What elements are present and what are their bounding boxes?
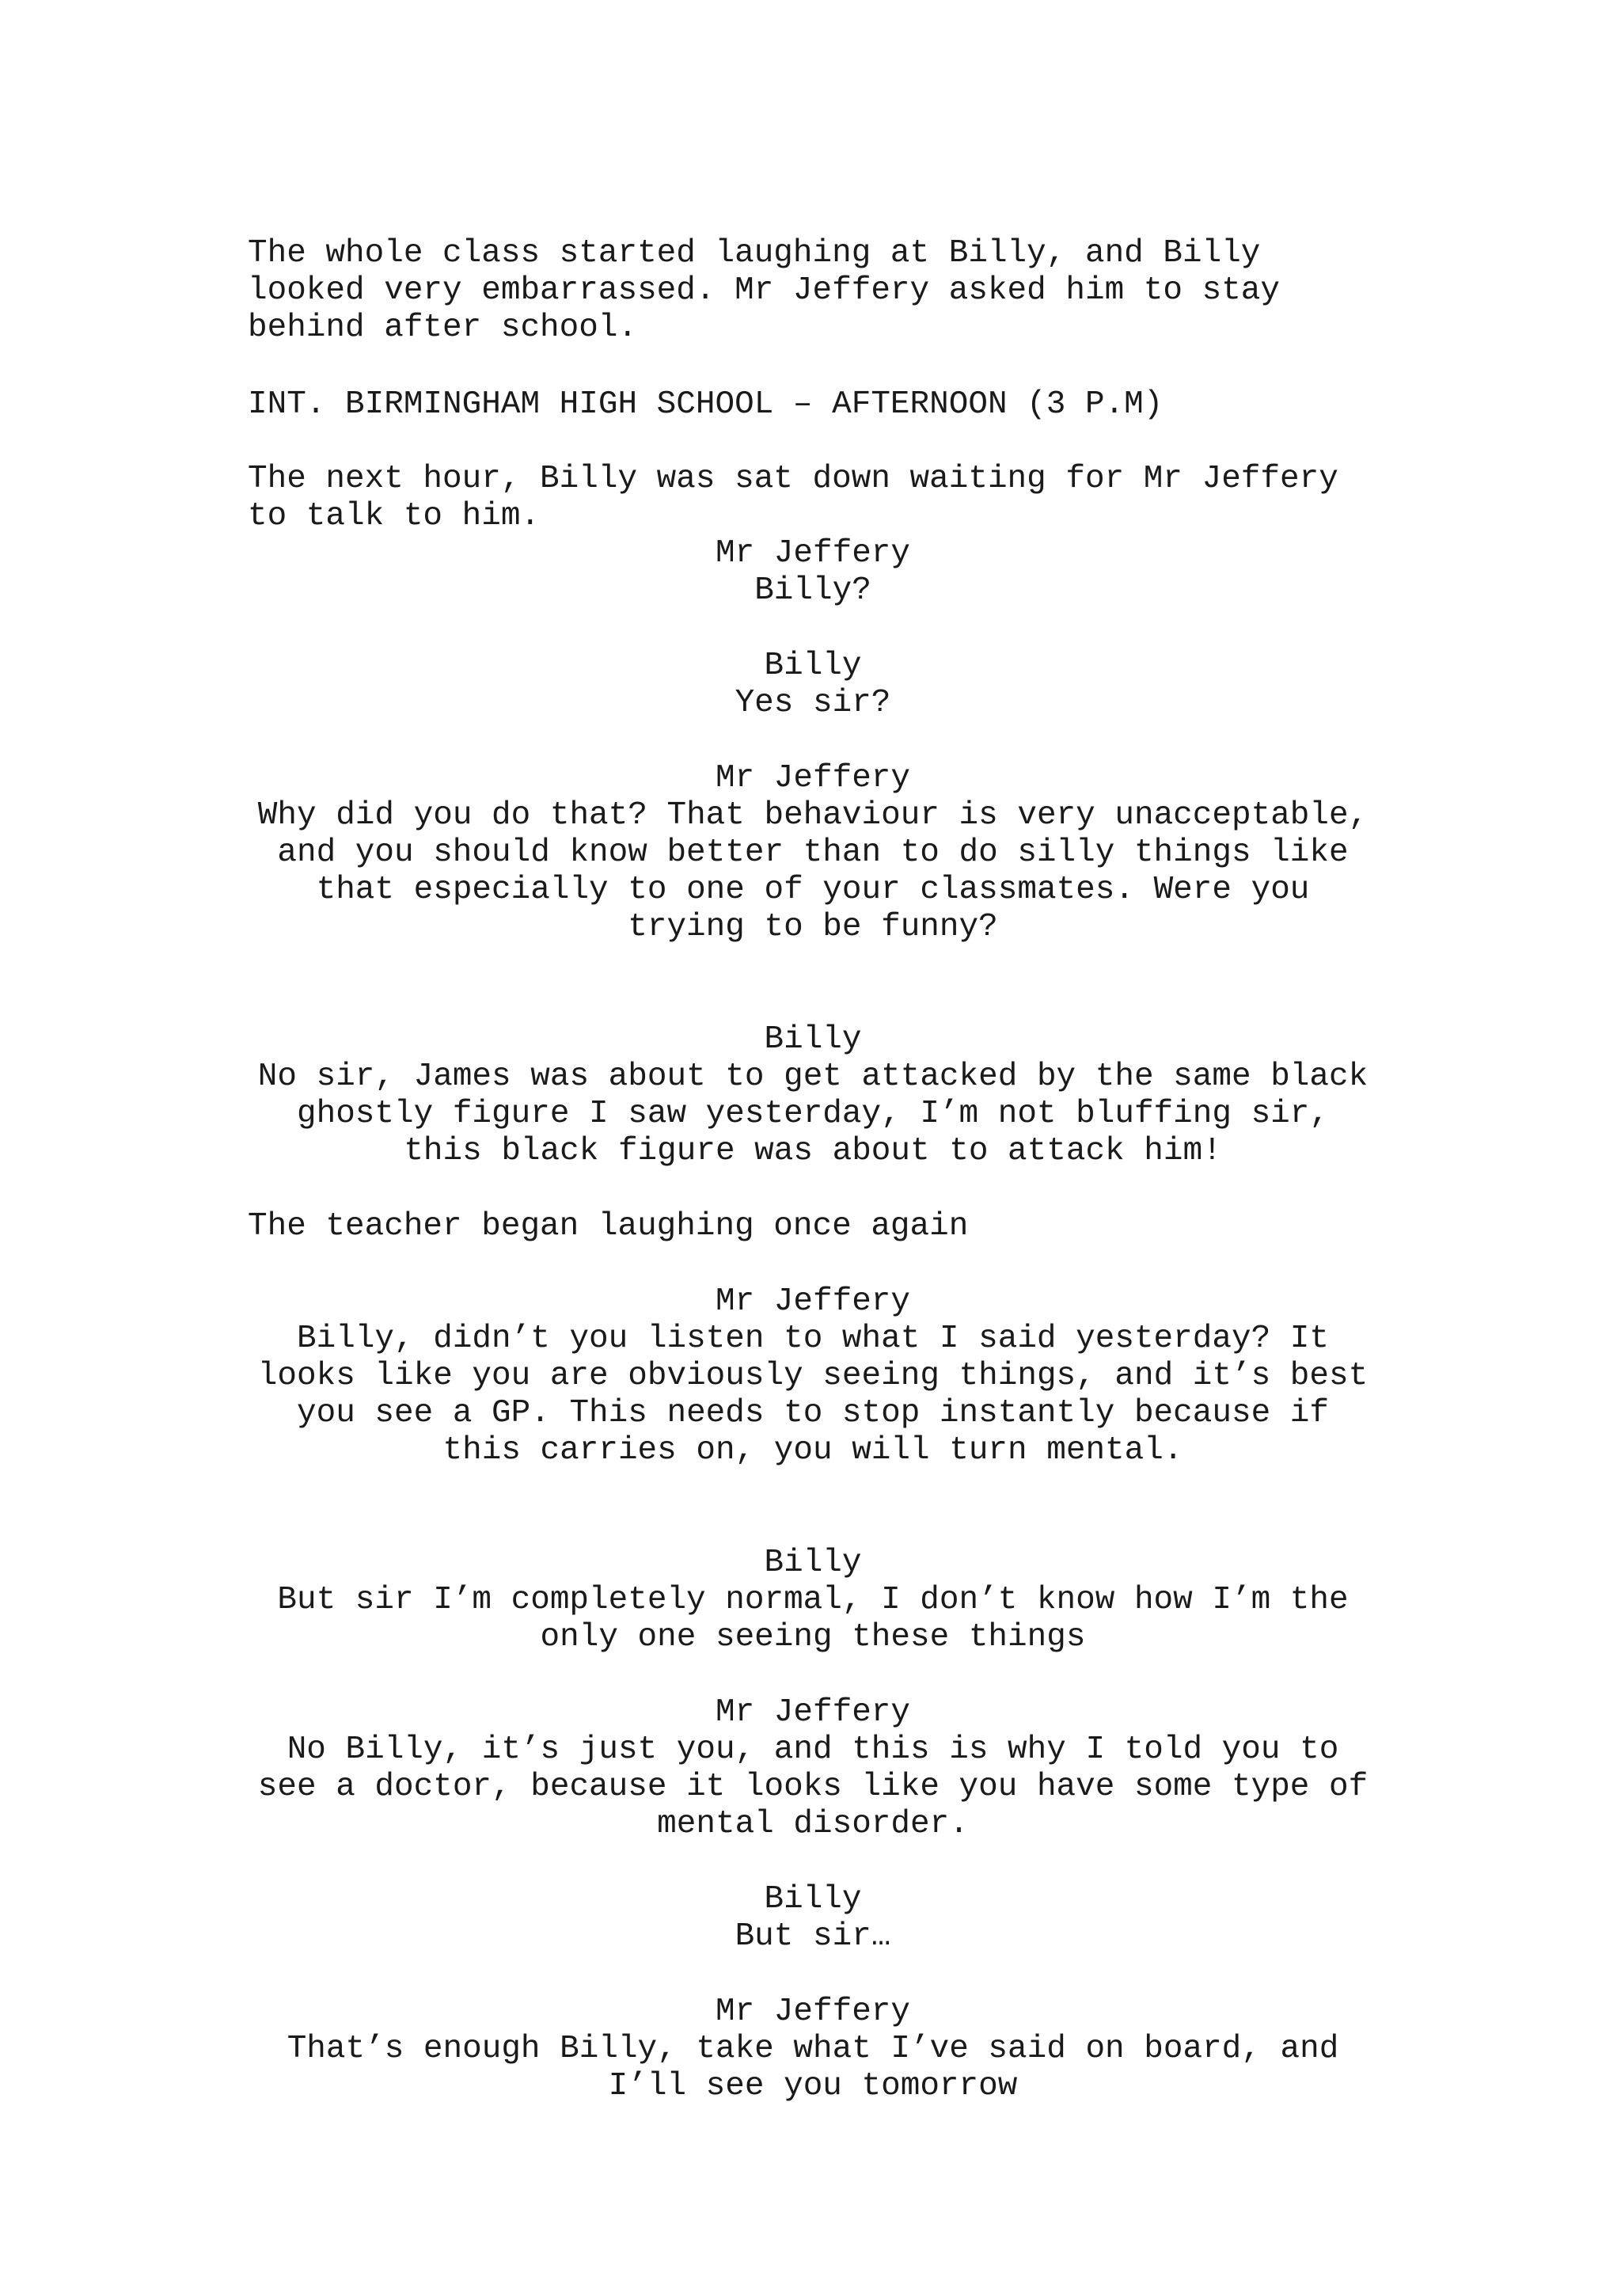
character-name: Mr Jeffery bbox=[715, 1283, 911, 1320]
character-name: Mr Jeffery bbox=[715, 760, 911, 796]
dialogue-line: Billy, didn’t you listen to what I said yesterday? It bbox=[296, 1321, 1329, 1357]
character-name: Billy bbox=[764, 1881, 862, 1918]
dialogue-line: and you should know better than to do silly things like bbox=[277, 834, 1349, 871]
character-name: Mr Jeffery bbox=[715, 535, 911, 572]
dialogue-line: But sir I’m completely normal, I don’t know how I’m the bbox=[277, 1582, 1349, 1618]
character-name: Billy bbox=[764, 1545, 862, 1581]
dialogue-line: I’ll see you tomorrow bbox=[608, 2068, 1018, 2104]
dialogue-line: only one seeing these things bbox=[540, 1619, 1086, 1655]
action-line: The whole class started laughing at Billy, and Billy bbox=[248, 235, 1261, 272]
character-name: Billy bbox=[764, 1021, 862, 1058]
dialogue-line: trying to be funny? bbox=[628, 909, 998, 945]
dialogue-line: No Billy, it’s just you, and this is why I told you to bbox=[287, 1732, 1339, 1768]
dialogue-line: Billy? bbox=[754, 572, 871, 609]
dialogue-line: that especially to one of your classmates. Were you bbox=[316, 872, 1310, 908]
dialogue-line: this black figure was about to attack him! bbox=[404, 1133, 1222, 1169]
action-line: behind after school. bbox=[248, 310, 638, 346]
dialogue-line: see a doctor, because it looks like you have some type of bbox=[257, 1769, 1369, 1805]
character-name: Billy bbox=[764, 648, 862, 684]
dialogue-line: Yes sir? bbox=[735, 685, 891, 721]
dialogue-line: Why did you do that? That behaviour is very unacceptable, bbox=[257, 797, 1369, 834]
dialogue-line: this carries on, you will turn mental. bbox=[442, 1432, 1183, 1469]
action-line: The teacher began laughing once again bbox=[248, 1208, 969, 1245]
dialogue-line: ghostly figure I saw yesterday, I’m not bluffing sir, bbox=[296, 1096, 1329, 1132]
dialogue-line: mental disorder. bbox=[657, 1806, 969, 1842]
dialogue-line: you see a GP. This needs to stop instantly because if bbox=[296, 1395, 1329, 1431]
dialogue-line: looks like you are obviously seeing things, and it’s best bbox=[257, 1358, 1369, 1394]
dialogue-line: But sir… bbox=[735, 1918, 891, 1955]
action-line: looked very embarrassed. Mr Jeffery asked him to stay bbox=[248, 272, 1281, 309]
dialogue-line: That’s enough Billy, take what I’ve said on board, and bbox=[287, 2031, 1339, 2067]
scene-heading: INT. BIRMINGHAM HIGH SCHOOL – AFTERNOON (3 P.M) bbox=[248, 386, 1164, 423]
character-name: Mr Jeffery bbox=[715, 1994, 911, 2030]
action-line: to talk to him. bbox=[248, 498, 541, 534]
dialogue-line: No sir, James was about to get attacked by the same black bbox=[257, 1059, 1369, 1095]
action-line: The next hour, Billy was sat down waiting for Mr Jeffery bbox=[248, 461, 1338, 497]
character-name: Mr Jeffery bbox=[715, 1694, 911, 1731]
